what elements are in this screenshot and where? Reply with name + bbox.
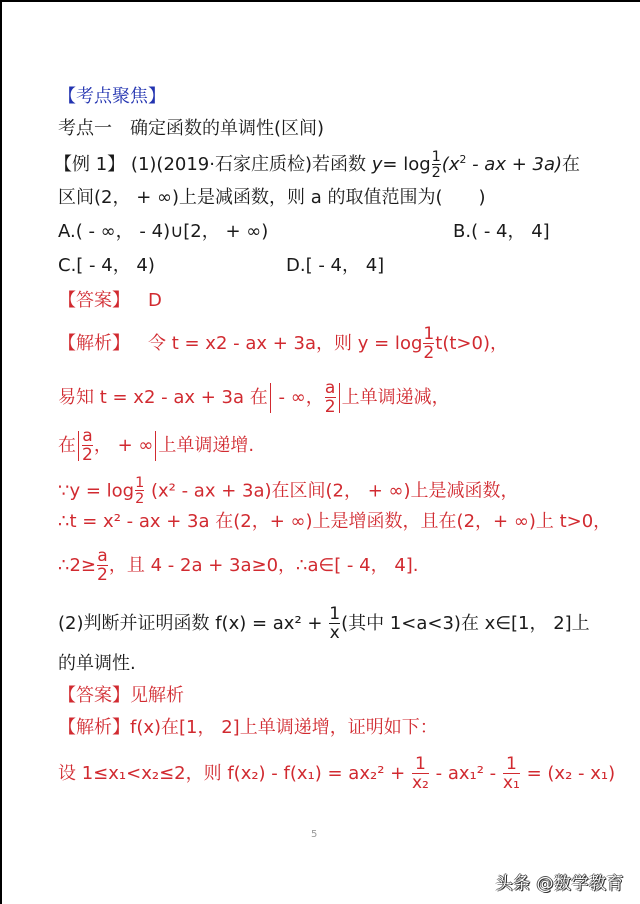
answer-line-1 [58, 289, 162, 313]
watermark: 头条 @数学教育 [495, 874, 624, 894]
bracket-left [270, 383, 271, 413]
option-d: D.[ - 4， 4] [286, 255, 385, 276]
bracket-right [155, 431, 156, 461]
analysis-text: 易知 t = x2 - ax + 3a 在 [58, 387, 268, 409]
fraction [503, 756, 520, 792]
analysis-text: t(t>0)， [435, 333, 508, 355]
fraction-den: 2 [135, 491, 145, 508]
analysis-line-8 [58, 756, 615, 792]
log-base-fraction [135, 476, 144, 507]
fraction-den: x [329, 623, 340, 644]
analysis-line-3 [58, 428, 254, 464]
analysis-text: 上单调递增. [158, 435, 255, 457]
analysis-text: - ax₁² - [429, 763, 502, 785]
page-border-left [0, 0, 2, 904]
analysis-line-5: ∴t = x² - ax + 3a 在(2，+ ∞)上是增函数，且在(2，+ ∞)上 t>0， [58, 511, 612, 532]
fraction-den: 2 [82, 445, 93, 466]
analysis-line-2 [58, 380, 450, 416]
fraction-num: 1 [414, 754, 426, 774]
analysis-text: ， + ∞ [93, 435, 154, 457]
option-a: A.( - ∞， - 4)∪[2， + ∞) [58, 221, 269, 242]
fraction [82, 428, 93, 464]
analysis-text: f(x)在[1， 2]上单调递增，证明如下： [130, 717, 438, 738]
formula-log: = log [382, 154, 431, 176]
analysis-text: - ∞， [272, 387, 324, 409]
analysis-line-6 [58, 548, 419, 584]
fraction-den: x₁ [502, 773, 520, 794]
formula-exp: 2 [459, 153, 467, 166]
log-base-den: 2 [431, 165, 441, 182]
fraction [325, 380, 336, 416]
question-suffix: 在 [562, 154, 581, 176]
fraction [412, 756, 429, 792]
formula-arg: (x [441, 154, 460, 176]
question-prefix: (1)(2019·石家庄质检)若函数 [130, 154, 366, 176]
option-b: B.( - 4， 4] [453, 221, 550, 242]
bracket-right [339, 383, 340, 413]
options-row-cd [58, 254, 618, 278]
topic-heading [58, 117, 324, 141]
fraction-num: 1 [423, 324, 435, 344]
answer-tag: 【答案】 [58, 685, 130, 706]
page-number: 5 [311, 829, 318, 840]
log-base-num: 1 [431, 148, 441, 165]
analysis-line-7 [58, 716, 438, 740]
fraction-den: 2 [324, 397, 336, 418]
fraction [97, 548, 108, 584]
example1-part2-line1 [58, 606, 590, 642]
fraction-num: 1 [505, 754, 517, 774]
analysis-text: 上单调递减， [341, 387, 450, 409]
analysis-text: ∴2≥ [58, 555, 96, 577]
analysis-text: 令 t = x2 - ax + 3a，则 y = log [148, 333, 423, 355]
fraction-den: x₂ [411, 773, 429, 794]
fraction-num: 1 [135, 475, 145, 491]
answer-value: D [148, 290, 162, 311]
fraction [423, 326, 434, 362]
formula-y: y [371, 154, 383, 176]
example1-question-line1 [54, 148, 580, 180]
example1-part2-line2: 的单调性. [58, 653, 136, 674]
analysis-text: ，且 4 - 2a + 3a≥0，∴a∈[ - 4， 4]. [108, 555, 419, 577]
fraction-num: 1 [329, 604, 341, 624]
fraction-den: 2 [423, 343, 435, 364]
example1-question-line2: 区间(2， + ∞)上是减函数，则 a 的取值范围为( ) [58, 187, 486, 208]
answer-line-2 [58, 684, 184, 708]
page-border-top [0, 0, 640, 2]
fraction-num: a [82, 426, 93, 446]
log-base-fraction [432, 150, 441, 181]
analysis-tag: 【解析】 [58, 333, 130, 355]
topic-label: 考点一 [58, 118, 112, 139]
example-tag: 【例 1】 [54, 154, 126, 176]
analysis-line-4 [58, 476, 519, 507]
fraction-num: a [324, 378, 336, 398]
fraction [329, 606, 340, 642]
analysis-text: 在 [58, 435, 76, 457]
answer-tag: 【答案】 [58, 290, 130, 311]
analysis-line-1 [58, 326, 508, 362]
fraction-den: 2 [97, 565, 108, 586]
analysis-tag: 【解析】 [58, 717, 130, 738]
analysis-text: 设 1≤x₁<x₂≤2，则 f(x₂) - f(x₁) = ax₂² + [58, 763, 411, 785]
analysis-text: = (x₂ - x₁) [520, 763, 616, 785]
fraction-num: a [97, 546, 108, 566]
options-row-ab [58, 220, 618, 244]
question-text: (2)判断并证明函数 f(x) = ax² + [58, 613, 329, 635]
topic-title: 确定函数的单调性(区间) [130, 118, 325, 139]
formula-rest: - ax + 3a) [466, 154, 563, 176]
question-text: (其中 1<a<3)在 x∈[1， 2]上 [341, 613, 590, 635]
analysis-text: (x² - ax + 3a)在区间(2， + ∞)上是减函数， [145, 480, 519, 502]
section-title: 【考点聚焦】 [58, 86, 166, 107]
analysis-text: ∵y = log [58, 480, 135, 502]
answer-value: 见解析 [130, 685, 184, 706]
bracket-left [78, 431, 79, 461]
option-c: C.[ - 4， 4) [58, 255, 155, 276]
